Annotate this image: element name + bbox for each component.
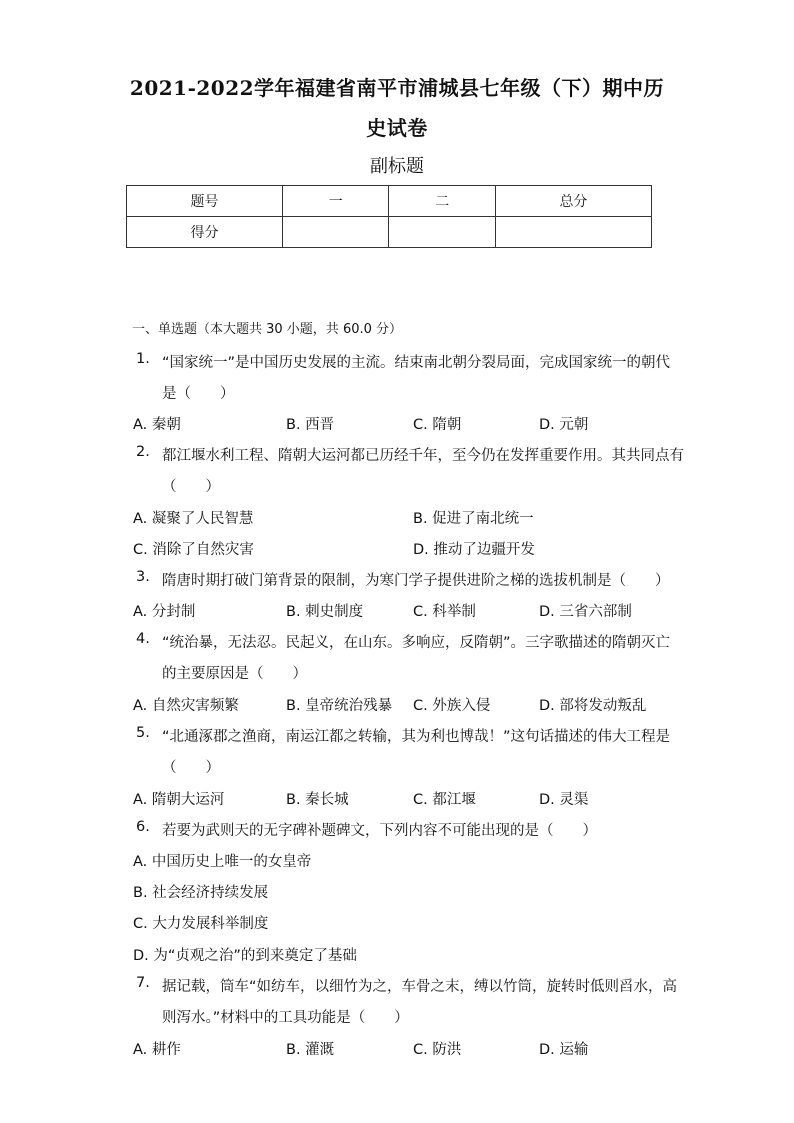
score-cell: 一 xyxy=(283,186,389,217)
exam-subtitle: 副标题 xyxy=(370,156,424,177)
section-heading: 一、单选题（本大题共 30 小题，共 60.0 分） xyxy=(132,322,403,337)
option-c[interactable]: C. 隋朝 xyxy=(413,417,462,433)
option-a[interactable]: A. 秦朝 xyxy=(133,417,181,433)
option-c[interactable]: C. 科举制 xyxy=(413,604,476,620)
option-a[interactable]: A. 自然灾害频繁 xyxy=(133,698,239,714)
question-stem: 若要为武则天的无字碑补题碑文，下列内容不可能出现的是（ ） xyxy=(162,823,597,839)
option-a[interactable]: A. 隋朝大运河 xyxy=(133,792,225,808)
option-d[interactable]: D. 推动了边疆开发 xyxy=(413,542,535,558)
option-d[interactable]: D. 为“贞观之治”的到来奠定了基础 xyxy=(133,948,357,964)
exam-title-line2: 史试卷 xyxy=(366,116,428,140)
question-stem-cont: 的主要原因是（ ） xyxy=(162,666,307,682)
question-stem-cont: 是（ ） xyxy=(162,386,235,402)
question-stem-cont: （ ） xyxy=(162,760,220,776)
option-b[interactable]: B. 社会经济持续发展 xyxy=(133,885,269,901)
option-d[interactable]: D. 灵渠 xyxy=(539,792,589,808)
exam-title-line1: 2021-2022学年福建省南平市浦城县七年级（下）期中历 xyxy=(129,76,665,100)
question-number: 4. xyxy=(136,631,150,647)
option-c[interactable]: C. 消除了自然灾害 xyxy=(133,542,254,558)
option-a[interactable]: A. 中国历史上唯一的女皇帝 xyxy=(133,854,312,870)
option-c[interactable]: C. 外族入侵 xyxy=(413,698,491,714)
question-stem: “国家统一”是中国历史发展的主流。结束南北朝分裂局面，完成国家统一的朝代 xyxy=(162,355,671,371)
option-a[interactable]: A. 分封制 xyxy=(133,604,196,620)
question-number: 5. xyxy=(136,725,150,741)
score-cell: 得分 xyxy=(127,217,283,248)
option-a[interactable]: A. 耕作 xyxy=(133,1042,181,1058)
score-table-header-row xyxy=(127,186,652,217)
option-c[interactable]: C. 防洪 xyxy=(413,1042,462,1058)
question-number: 7. xyxy=(136,975,150,991)
question-stem: 都江堰水利工程、隋朝大运河都已历经千年，至今仍在发挥重要作用。其共同点有 xyxy=(162,448,684,464)
option-c[interactable]: C. 大力发展科举制度 xyxy=(133,916,269,932)
question-stem-cont: （ ） xyxy=(162,479,220,495)
score-table xyxy=(126,185,652,248)
option-b[interactable]: B. 皇帝统治残暴 xyxy=(286,698,393,714)
question-stem-cont: 则泻水。”材料中的工具功能是（ ） xyxy=(162,1010,409,1026)
score-cell: 总分 xyxy=(495,186,651,217)
option-d[interactable]: D. 运输 xyxy=(539,1042,589,1058)
score-cell[interactable] xyxy=(283,217,389,248)
score-table-score-row xyxy=(127,217,652,248)
question-number: 3. xyxy=(136,569,150,585)
question-number: 6. xyxy=(136,819,150,835)
option-b[interactable]: B. 秦长城 xyxy=(286,792,349,808)
option-a[interactable]: A. 凝聚了人民智慧 xyxy=(133,511,254,527)
option-b[interactable]: B. 促进了南北统一 xyxy=(413,511,534,527)
option-d[interactable]: D. 部将发动叛乱 xyxy=(539,698,647,714)
option-b[interactable]: B. 灌溉 xyxy=(286,1042,335,1058)
score-cell: 二 xyxy=(389,186,495,217)
option-b[interactable]: B. 刺史制度 xyxy=(286,604,364,620)
question-number: 2. xyxy=(136,444,150,460)
question-stem: 据记载，筒车“如纺车，以细竹为之，车骨之末，缚以竹筒，旋转时低则舀水，高 xyxy=(162,979,678,995)
question-number: 1. xyxy=(136,351,150,367)
question-stem: “北通涿郡之渔商，南运江都之转输，其为利也博哉！”这句话描述的伟大工程是 xyxy=(162,729,671,745)
option-d[interactable]: D. 元朝 xyxy=(539,417,589,433)
option-b[interactable]: B. 西晋 xyxy=(286,417,335,433)
score-cell[interactable] xyxy=(389,217,495,248)
option-d[interactable]: D. 三省六部制 xyxy=(539,604,632,620)
question-stem: “统治暴，无法忍。民起义，在山东。多响应，反隋朝”。三字歌描述的隋朝灭亡 xyxy=(162,635,671,651)
score-cell: 题号 xyxy=(127,186,283,217)
question-stem: 隋唐时期打破门第背景的限制，为寒门学子提供进阶之梯的选拔机制是（ ） xyxy=(162,573,670,589)
score-cell[interactable] xyxy=(495,217,651,248)
option-c[interactable]: C. 都江堰 xyxy=(413,792,476,808)
